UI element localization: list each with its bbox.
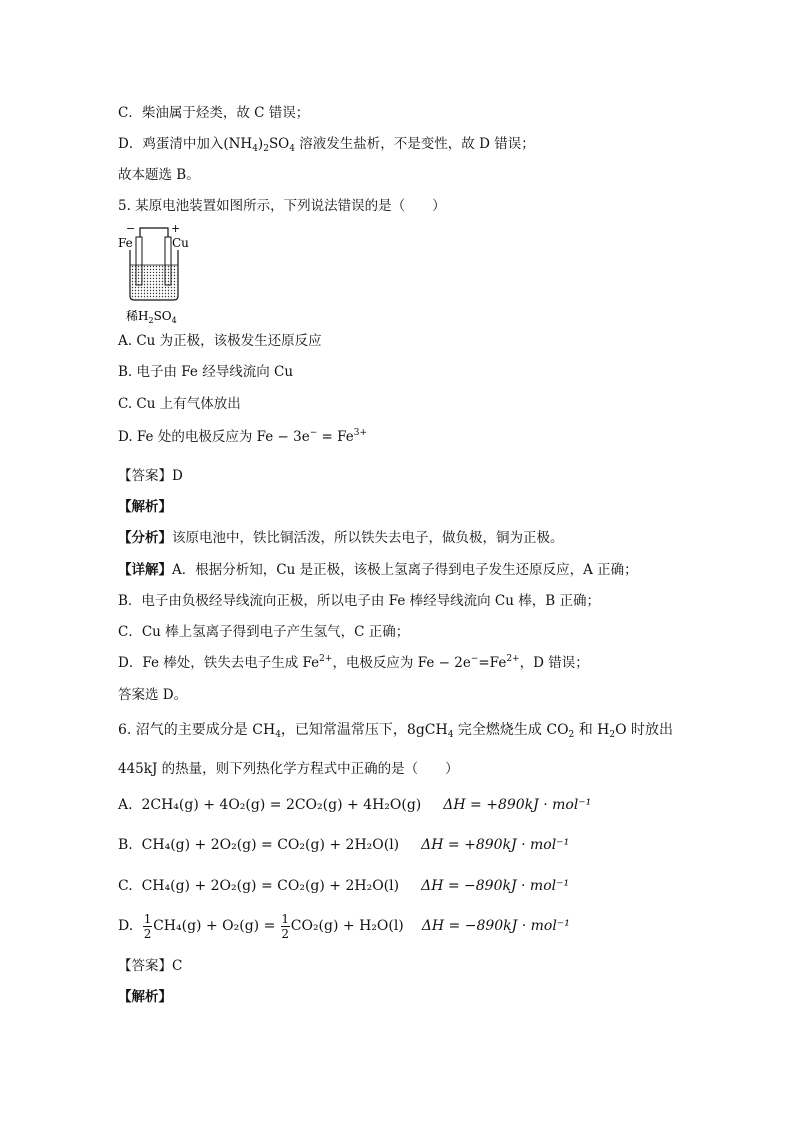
analysis-label: 【分析】 <box>118 530 172 546</box>
q5-detail-c: C．Cu 棒上氢离子得到电子产生氢气，C 正确； <box>118 624 410 640</box>
sup: 3+ <box>353 428 368 438</box>
sup: − <box>470 654 479 664</box>
fraction-numerator: 1 <box>281 911 290 926</box>
option-label: B. <box>118 837 133 853</box>
q6-option-c <box>118 877 569 895</box>
option-equation: CH₄(g) + 2O₂(g) = CO₂(g) + 2H₂O(l) <box>141 837 400 853</box>
option-equation: 2CH₄(g) + 4O₂(g) = 2CO₂(g) + 4H₂O(g) <box>141 797 422 813</box>
detail-d-mid2: =Fe <box>478 655 507 671</box>
q6-stem-line2: 445kJ 的热量，则下列热化学方程式中正确的是（ ） <box>118 761 459 777</box>
q6-stem-post: O 时放出 <box>615 722 674 738</box>
minus-sign: − <box>126 222 136 235</box>
q5-analysis-title: 【解析】 <box>118 499 172 515</box>
electrolyte <box>131 265 177 299</box>
sub: 2 <box>263 144 269 154</box>
option-enthalpy: ΔH = +890kJ · mol⁻¹ <box>443 797 592 813</box>
q5-stem: 5. 某原电池装置如图所示，下列说法错误的是（ ） <box>118 198 446 214</box>
sup: 2+ <box>319 654 333 664</box>
q5-detail-a <box>118 561 638 579</box>
q6-stem-pre: 6. 沼气的主要成分是 CH <box>118 722 276 738</box>
option-label: A. <box>118 797 133 813</box>
option-label: D. <box>118 918 134 934</box>
q6-stem-mid2: 完全燃烧生成 CO <box>453 722 569 738</box>
fraction <box>281 913 290 940</box>
prev-d-salt: (NH <box>223 136 253 152</box>
fraction-numerator: 1 <box>143 911 152 926</box>
sub: 4 <box>275 730 281 740</box>
plus-sign: + <box>171 222 181 235</box>
q5-option-a: A. Cu 为正极，该极发生还原反应 <box>118 333 322 349</box>
q6-stem-mid3: 和 H <box>574 722 610 738</box>
q5-d-mid: = Fe <box>317 429 354 445</box>
sub: 4 <box>252 144 258 154</box>
q5-option-b: B. 电子由 Fe 经导线流向 Cu <box>118 364 294 380</box>
galvanic-cell-figure <box>116 220 196 325</box>
wire <box>140 228 168 238</box>
sub: 4 <box>447 730 454 740</box>
prev-d-mid: SO <box>268 136 290 152</box>
detail-d-mid: ，电极反应为 Fe − 2e <box>332 655 471 671</box>
prev-option-d-text: D．鸡蛋清中加入$(NH_4)_2SO_4$ 溶液发生盐析，不是变性，故 D 错误； <box>118 136 535 154</box>
q5-d-pre: D. Fe 处的电极反应为 Fe − 3e <box>118 429 310 445</box>
prev-d-post: 溶液发生盐析，不是变性，故 D 错误； <box>295 136 535 152</box>
prev-conclusion: 故本题选 B。 <box>118 167 200 183</box>
q5-answer: 【答案】D <box>118 468 183 484</box>
detail-d-post: ，D 错误； <box>519 655 589 671</box>
fraction <box>143 913 152 940</box>
q6-analysis-title: 【解析】 <box>118 989 172 1005</box>
detail-d-pre: D．Fe 棒处，铁失去电子生成 Fe <box>118 655 320 671</box>
q6-option-b <box>118 836 569 854</box>
q6-option-d <box>118 911 570 941</box>
solution-label: 稀$H_2SO_4$ <box>126 309 177 325</box>
q5-option-d <box>118 428 367 446</box>
sub: 4 <box>289 144 295 154</box>
prev-option-c-text: C．柴油属于烃类，故 C 错误； <box>118 105 310 121</box>
option-equation: CH₄(g) + O₂(g) = <box>153 918 280 934</box>
prev-d-pre: D．鸡蛋清中加入 <box>118 136 224 152</box>
option-equation: CO₂(g) + H₂O(l) <box>290 918 404 934</box>
q5-analysis <box>118 529 564 547</box>
detail-label: 【详解】 <box>118 562 172 578</box>
q6-option-a <box>118 796 591 814</box>
analysis-text: 该原电池中，铁比铜活泼，所以铁失去电子，做负极，铜为正极。 <box>172 530 564 546</box>
option-enthalpy: ΔH = −890kJ · mol⁻¹ <box>421 878 570 894</box>
q6-answer: 【答案】C <box>118 958 183 974</box>
sup: − <box>309 428 318 438</box>
cu-label: Cu <box>172 236 189 250</box>
detail-a-text: A．根据分析知，Cu 是正极，该极上氢离子得到电子发生还原反应，A 正确； <box>172 562 638 578</box>
q5-detail-d <box>118 654 589 672</box>
sup: 2+ <box>506 654 520 664</box>
fe-label: Fe <box>118 236 133 250</box>
q6-stem <box>118 721 673 739</box>
q5-detail-b: B．电子由负极经导线流向正极，所以电子由 Fe 棒经导线流向 Cu 棒，B 正确； <box>118 593 600 609</box>
option-equation: CH₄(g) + 2O₂(g) = CO₂(g) + 2H₂O(l) <box>141 878 400 894</box>
q5-option-c: C. Cu 上有气体放出 <box>118 396 241 412</box>
fraction-denominator: 2 <box>281 926 290 941</box>
q6-stem-mid1: ，已知常温常压下，8gCH <box>280 722 448 738</box>
sub: 2 <box>609 730 616 740</box>
sub: 2 <box>568 730 575 740</box>
option-enthalpy: ΔH = −890kJ · mol⁻¹ <box>421 918 570 934</box>
option-enthalpy: ΔH = +890kJ · mol⁻¹ <box>421 837 570 853</box>
q5-choose: 答案选 D。 <box>118 687 188 703</box>
fraction-denominator: 2 <box>143 926 152 941</box>
option-label: C. <box>118 878 133 894</box>
